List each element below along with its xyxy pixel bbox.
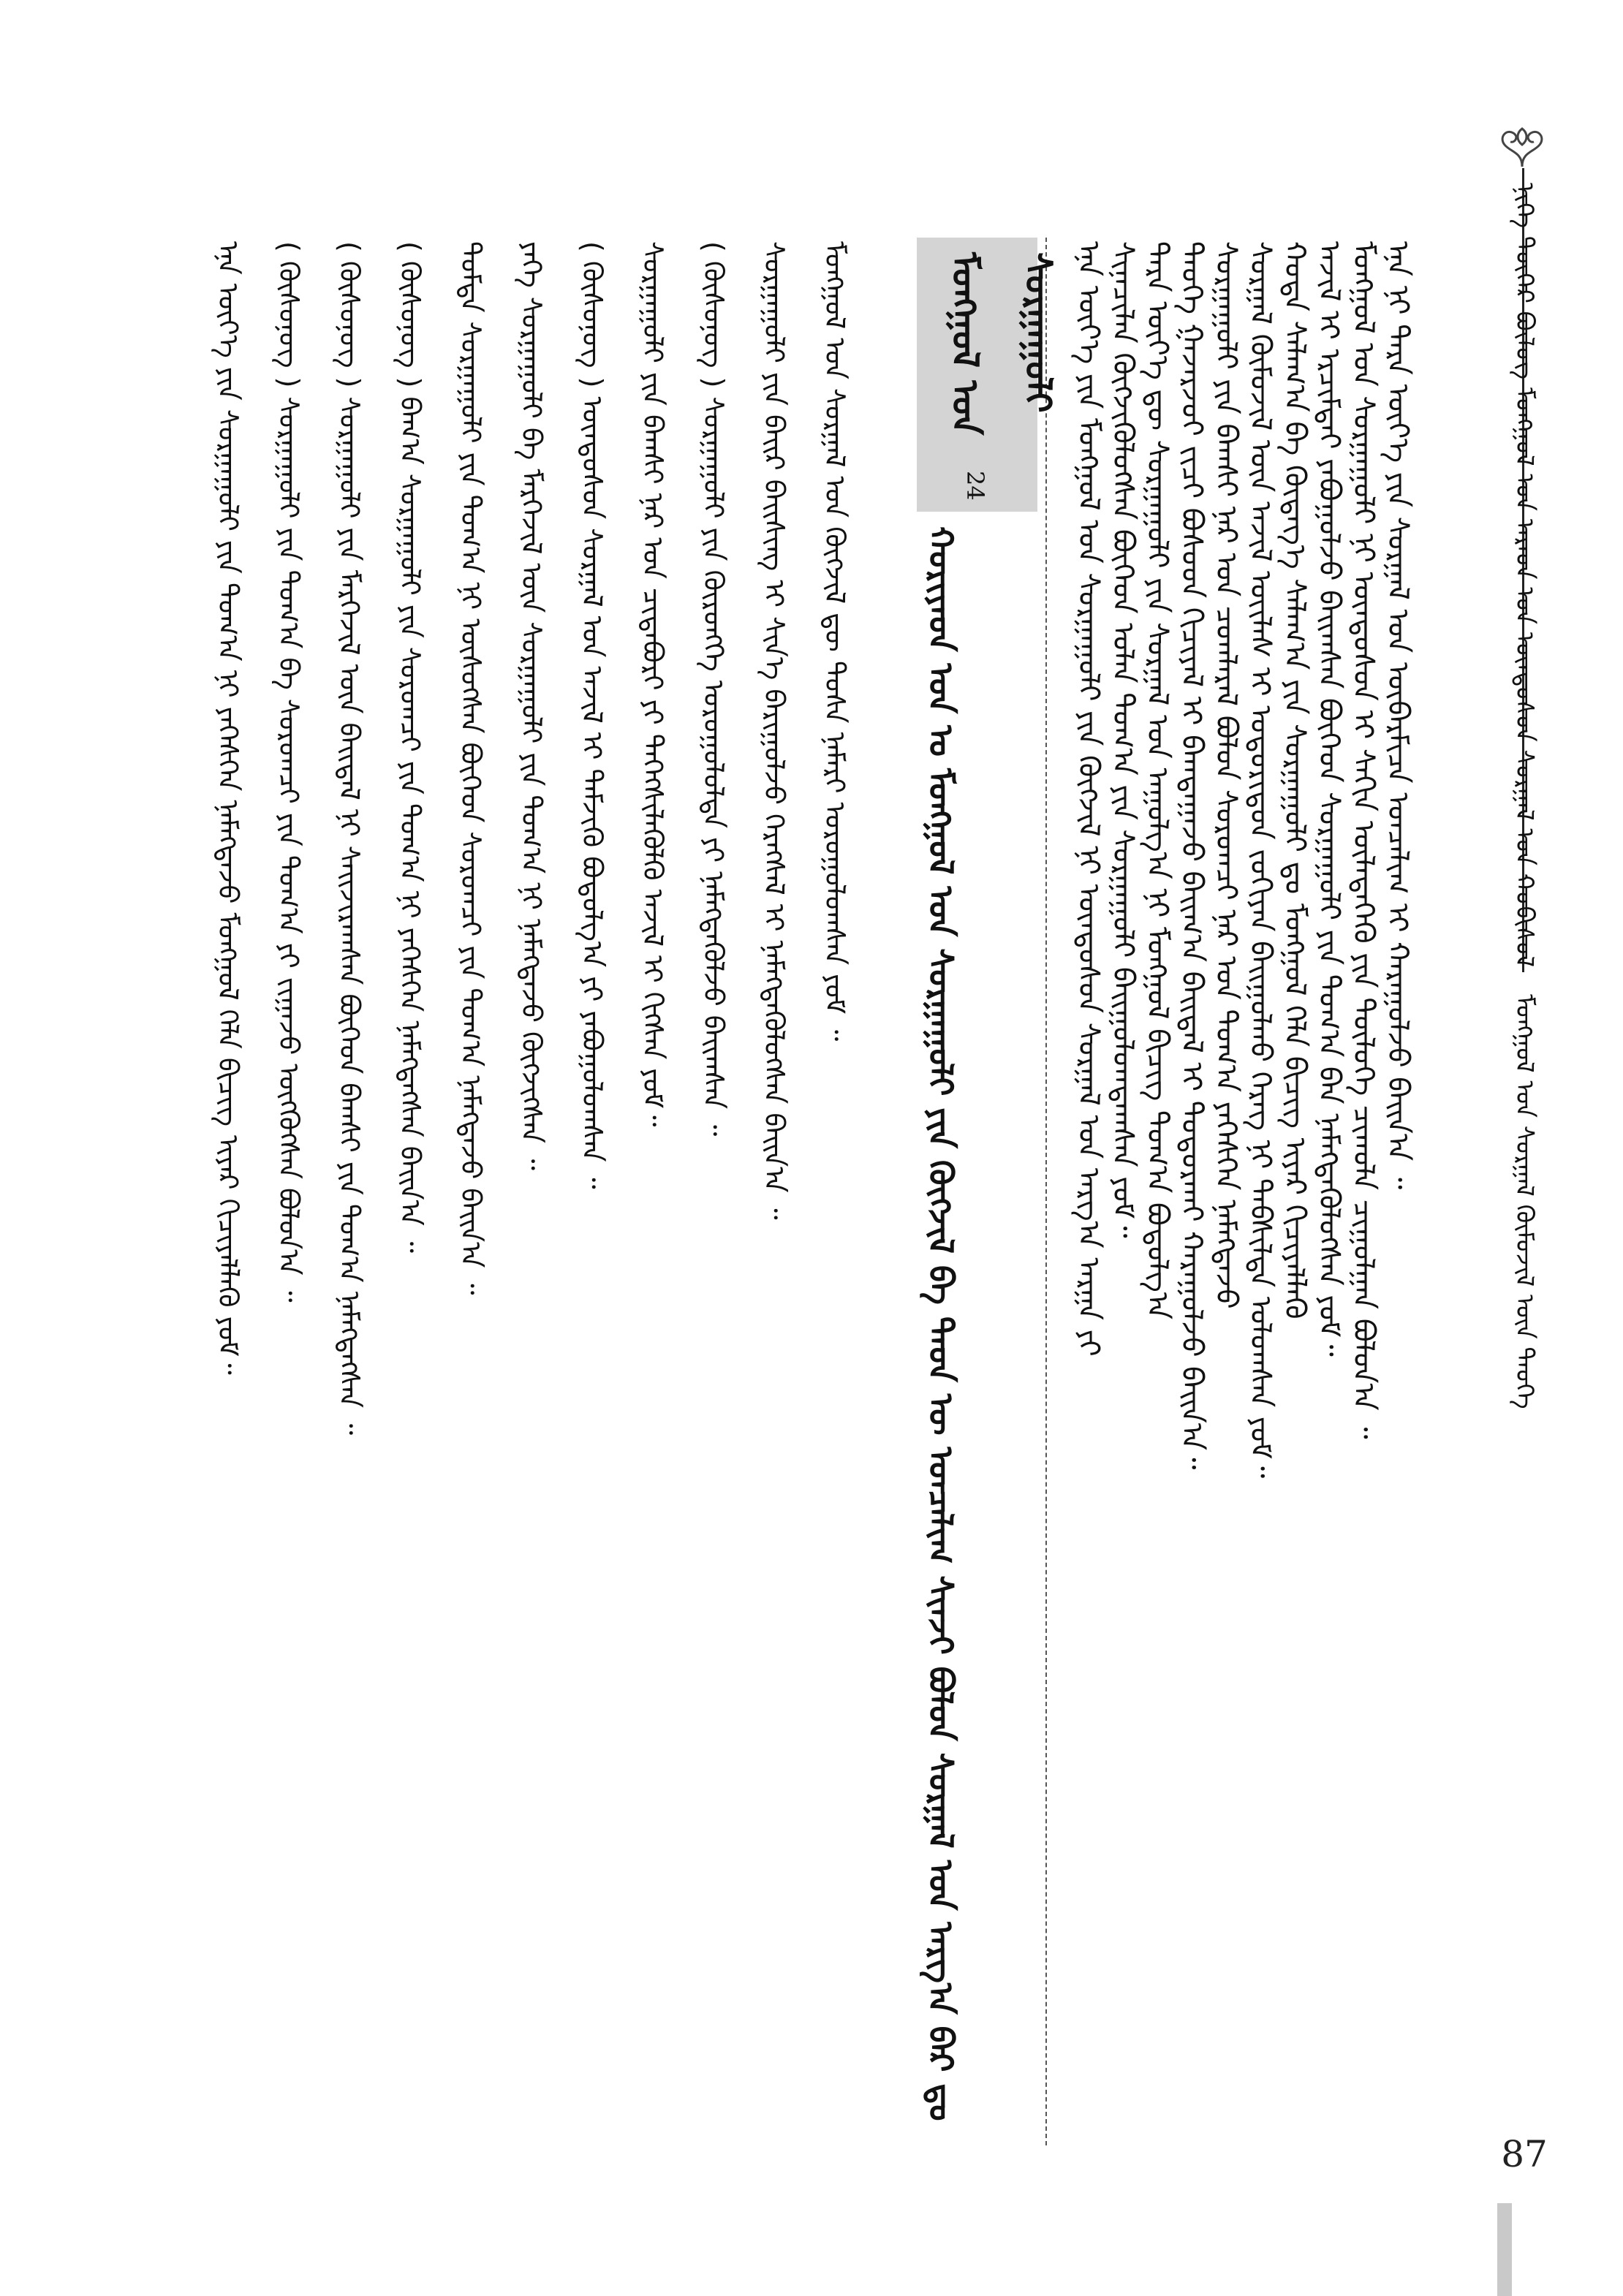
text-line: ( ᠬᠦᠰᠦᠨᠦᠭ ) ᠰᠤᠷᠭᠠᠭᠤᠯᠢ ᠶᠢᠨ ᠲᠣᠭ᠎ᠠ ᠪᠠ ᠰᠤᠷᠤᠭᠴᠢ ᠶᠢᠨ ᠲᠣᠭ᠎ᠠ ᠶᠢ ᠵᠢᠭᠠᠵᠤ ᠥᠭᠭᠦᠭᠰᠡᠨ ᠪᠣᠯᠤᠨ᠎ᠠ ᠃: [273, 241, 305, 1303]
text-line: ᠶᠡᠬᠡ ᠰᠤᠷᠭᠠᠭᠤᠯᠢ ᠪᠠ ᠮᠡᠷᠭᠡᠵᠢᠯ ᠦᠨ ᠰᠤᠷᠭᠠᠭᠤᠯᠢ ᠶᠢᠨ ᠲᠣᠭ᠎ᠠ ᠨᠢ ᠨᠡᠮᠡᠭᠳᠡᠵᠦ ᠬᠥᠭᠵᠢᠭᠰᠡᠨ ᠃: [515, 241, 548, 1171]
text-line: ( ᠬᠦᠰᠦᠨᠦᠭ ) ᠪᠠᠭ᠎ᠠ ᠰᠤᠷᠭᠠᠭᠤᠯᠢ ᠶᠢᠨ ᠰᠤᠷᠤᠭᠴᠢ ᠶᠢᠨ ᠲᠣᠭ᠎ᠠ ᠨᠢ ᠶᠡᠬᠡᠰᠬᠡᠨ ᠨᠡᠮᠡᠭᠳᠡᠭᠰᠡᠨ ᠪᠠᠢᠨ᠎ᠠ ᠃: [394, 241, 426, 1254]
header-book-title: ᠮᠣᠩᠭᠣᠯ ᠤᠨ ᠰᠤᠷᠭᠠᠯ ᠬᠥᠮᠦᠵᠢᠯ ᠦᠨ ᠲᠡᠦᠬᠡ: [1510, 993, 1539, 1409]
text-line: ᠡᠨᠡ ᠨᠢ ᠲᠡᠷᠡ ᠦᠶ᠎ᠡ ᠶᠢᠨ ᠰᠤᠷᠭᠠᠯ ᠤᠨ ᠥᠪᠡᠷᠮᠢᠴᠡ ᠣᠨᠴᠠᠯᠢᠭ ᠢ ᠬᠠᠷᠠᠭᠤᠯᠵᠤ ᠪᠠᠢᠨ᠎ᠠ ᠃: [1381, 241, 1415, 1190]
text-line: ᠲᠡᠦᠬᠡ ᠭᠠᠵᠠᠷᠵᠦᠢ ᠵᠢᠴᠢ ᠪᠤᠰᠤᠳ ᠬᠢᠴᠢᠶᠡᠯ ᠢ ᠪᠠᠭᠲᠠᠭᠠᠵᠤ ᠪᠠᠢᠭ᠎ᠠ ᠪᠠᠢᠳᠠᠯ ᠢ ᠲᠣᠳᠣᠷᠬᠠᠢ ᠬᠠᠷᠠᠭᠤᠯᠵᠤ ᠪᠠᠢᠨ᠎ᠠ᠃: [1175, 241, 1208, 1470]
running-header: [1499, 183, 1550, 1409]
page-edge-bar: [1497, 2203, 1512, 2296]
text-line: ᠡᠨᠡ ᠦᠶ᠎ᠡ ᠶᠢᠨ ᠰᠤᠷᠭᠠᠭᠤᠯᠢ ᠶᠢᠨ ᠲᠣᠭ᠎ᠠ ᠨᠢ ᠶᠡᠬᠡᠰᠬᠡᠨ ᠨᠡᠮᠡᠭᠳᠡᠵᠦ ᠮᠣᠩᠭᠣᠯ ᠬᠡᠯᠡ ᠪᠢᠴᠢᠭ ᠢᠶᠡᠷ ᠬᠢᠴᠢᠶᠡᠯᠯᠡᠬᠦ ᠶᠤᠮ᠃: [212, 241, 244, 1375]
text-line: ᠬᠣᠲᠠ ᠰᠠᠯᠠᠭ᠎ᠠ ᠪᠠ ᠬᠥᠳᠡᠭ᠎ᠡ ᠰᠠᠯᠠᠭ᠎ᠠ ᠶᠢᠨ ᠰᠤᠷᠭᠠᠭᠤᠯᠢ ᠳᠤ ᠮᠣᠩᠭᠣᠯ ᠬᠡᠯᠡ ᠪᠢᠴᠢᠭ ᠢᠶᠡᠷ ᠬᠢᠴᠢᠶᠡᠯᠯᠡᠬᠦ: [1278, 241, 1312, 1319]
text-line: ᠰᠤᠷᠭᠠᠭᠤᠯᠢ ᠶᠢᠨ ᠪᠠᠭᠰᠢ ᠨᠠᠷ ᠤᠨ ᠴᠤᠭᠯᠠᠷᠠᠯ ᠪᠣᠯᠤᠨ ᠰᠤᠷᠤᠭᠴᠢ ᠨᠠᠷ ᠤᠨ ᠲᠣᠭ᠎ᠠ ᠶᠡᠬᠡᠰᠬᠡᠨ ᠨᠡᠮᠡᠭᠳᠡᠵᠦ: [1209, 241, 1243, 1309]
text-line: ᠰᠤᠷᠭᠠᠭᠤᠯᠢ ᠶᠢᠨ ᠪᠠᠭᠰᠢ ᠨᠠᠷ ᠤᠨ ᠴᠢᠳᠠᠪᠤᠷᠢ ᠶᠢ ᠳᠡᠭᠡᠭᠰᠢᠯᠡᠭᠦᠯᠬᠦ ᠠᠵᠢᠯ ᠢ ᠬᠢᠭᠰᠡᠨ ᠶᠤᠮ᠃: [637, 241, 669, 1127]
text-line: ( ᠬᠦᠰᠦᠨᠦᠭ ) ᠦᠨᠳᠦᠰᠦᠨ ᠰᠤᠷᠭᠠᠯ ᠤᠨ ᠠᠵᠢᠯ ᠢ ᠳᠡᠮᠵᠢᠬᠦ ᠪᠣᠳᠤᠯᠭ᠎ᠠ ᠶᠢ ᠶᠠᠪᠤᠭᠤᠯᠤᠭᠰᠠᠨ ᠃: [576, 241, 608, 1189]
section-number: 24: [961, 471, 989, 501]
dashed-divider: [1045, 238, 1047, 2145]
text-line: ᠰᠤᠷᠭᠠᠭᠤᠯᠢ ᠶᠢᠨ ᠪᠠᠢᠷ ᠪᠠᠢᠰᠢᠩ ᠢ ᠰᠢᠨ᠎ᠡ ᠪᠠᠷᠢᠭᠤᠯᠵᠤ ᠬᠡᠷᠡᠭᠰᠡᠯ ᠢ ᠨᠡᠮᠡᠭᠳᠡᠭᠦᠯᠦᠭᠰᠡᠨ ᠪᠠᠢᠨ᠎ᠠ ᠃: [758, 241, 790, 1220]
text-line: ᠮᠣᠩᠭᠣᠯ ᠤᠨ ᠰᠤᠷᠭᠠᠯ ᠤᠨ ᠬᠥᠭᠵᠢᠯ ᠳᠦ ᠲᠤᠰᠠ ᠨᠡᠮᠡᠷᠢ ᠣᠷᠤᠭᠤᠯᠤᠭᠰᠠᠨ ᠶᠤᠮ ᠃: [819, 241, 851, 1042]
text-line: ᠰᠢᠨᠡᠴᠢᠯᠡᠨ ᠬᠥᠭᠵᠢᠭᠦᠯᠦᠭᠰᠡᠨ ᠪᠥᠭᠡᠳ ᠣᠯᠠᠨ ᠲᠣᠭ᠎ᠠ ᠶᠢᠨ ᠰᠤᠷᠭᠠᠭᠤᠯᠢ ᠪᠠᠢᠭᠤᠯᠤᠭᠳᠠᠭᠰᠠᠨ ᠶᠤᠮ᠃: [1106, 241, 1140, 1238]
section-box-title: ᠮᠣᠩᠭᠣᠯ ᠤᠨ ᠰᠤᠷᠭᠠᠭᠤᠯᠢ: [944, 252, 1059, 436]
text-line: ᠮᠣᠩᠭᠣᠯ ᠤᠨ ᠰᠤᠷᠭᠠᠭᠤᠯᠢ ᠨᠢ ᠦᠨᠳᠦᠰᠦᠨ ᠢ ᠰᠠᠬᠢᠨ ᠦᠯᠡᠳᠡᠭᠡᠬᠦ ᠶᠢᠨ ᠲᠥᠯᠦᠭᠡ ᠴᠢᠬᠤᠯᠠ ᠴᠢᠭᠤᠯᠭᠠᠨ ᠪᠣᠯᠤᠨ᠎ᠠ ᠃: [1347, 241, 1380, 1439]
section-heading: ᠬᠣᠷᠢᠶᠠᠳ ᠣᠨ ᠤ ᠮᠣᠩᠭᠣᠯ ᠤᠨ ᠰᠤᠷᠭᠠᠭᠤᠯᠢ ᠶᠢᠨ ᠬᠥᠭᠵᠢᠯ ᠪᠠ ᠲᠡᠦᠨ ᠦ ᠣᠨᠴᠠᠯᠢᠭ ᠱᠢᠨᠵᠢ ᠪᠣᠯᠤᠨ ᠰᠤᠷᠭᠠᠯ ᠤᠨ ᠠᠷᠭ᠎ᠠ ᠪᠠᠷ ᠳᠤ: [921, 526, 961, 2121]
text-line: ᠰᠤᠷᠭᠠᠯ ᠬᠥᠮᠦᠵᠢᠯ ᠦᠨ ᠠᠵᠢᠯ ᠦᠢᠯᠡᠰ ᠢ ᠤᠳᠤᠷᠢᠳᠤᠨ ᠵᠣᠬᠢᠶᠠᠨ ᠪᠠᠢᠭᠤᠯᠬᠤ ᠬᠡᠷᠡᠭ ᠨᠢ ᠳᠡᠪᠰᠢᠯᠲᠡ ᠣᠯᠤᠭᠰᠠᠨ ᠶᠤᠮ᠃: [1244, 241, 1277, 1479]
header-chapter-title: ᠨᠢᠭᠡ ᠳᠦᠭᠡᠷ ᠪᠦᠯᠦᠭ ᠮᠣᠩᠭᠣᠯ ᠤᠨ ᠠᠷᠠᠳ ᠤᠨ ᠦᠨᠳᠦᠰᠦᠨ ᠰᠤᠷᠭᠠᠯ ᠤᠨ ᠬᠤᠪᠢᠰᠤᠯ: [1510, 183, 1539, 967]
lower-paragraph: [197, 241, 885, 2229]
text-line: ( ᠬᠦᠰᠦᠨᠦᠭ ) ᠰᠤᠷᠭᠠᠭᠤᠯᠢ ᠶᠢᠨ ᠬᠥᠷᠥᠩᠭᠡ ᠣᠷᠤᠭᠤᠯᠤᠯᠲᠠ ᠶᠢ ᠨᠡᠮᠡᠭᠳᠡᠭᠦᠯᠵᠦ ᠪᠠᠢᠭᠰᠠᠨ ᠃: [697, 241, 730, 1137]
text-line: ᠲᠡᠷᠡ ᠦᠶ᠎ᠡ ᠳᠦ ᠰᠤᠷᠭᠠᠭᠤᠯᠢ ᠶᠢᠨ ᠰᠤᠷᠭᠠᠯ ᠤᠨ ᠠᠭᠤᠯᠭ᠎ᠠ ᠨᠢ ᠮᠣᠩᠭᠣᠯ ᠪᠢᠴᠢᠭ ᠲᠣᠭ᠎ᠠ ᠪᠣᠳᠣᠯᠭ᠎ᠠ: [1140, 241, 1174, 1320]
text-line: ᠳᠤᠮᠳᠠ ᠰᠤᠷᠭᠠᠭᠤᠯᠢ ᠶᠢᠨ ᠲᠣᠭ᠎ᠠ ᠨᠢ ᠥᠰᠦᠭᠰᠡᠨ ᠪᠥᠭᠡᠳ ᠰᠤᠷᠤᠭᠴᠢ ᠶᠢᠨ ᠲᠣᠭ᠎ᠠ ᠨᠡᠮᠡᠭᠳᠡᠵᠦ ᠪᠠᠢᠨ᠎ᠠ ᠃: [455, 241, 487, 1295]
upper-paragraph: [1071, 241, 1415, 1988]
text-line: ᠠᠵᠢᠯ ᠢ ᠡᠷᠴᠢᠮᠲᠡᠢ ᠶᠠᠪᠤᠭᠤᠯᠵᠤ ᠪᠠᠢᠭᠰᠠᠨ ᠪᠥᠭᠡᠳ ᠰᠤᠷᠭᠠᠭᠤᠯᠢ ᠶᠢᠨ ᠲᠣᠭ᠎ᠠ ᠪᠠᠨ ᠨᠡᠮᠡᠭᠳᠡᠭᠦᠯᠦᠭᠰᠡᠨ ᠶᠤᠮ᠃: [1312, 241, 1346, 1357]
ornament-icon: [1488, 123, 1556, 171]
page-number: 87: [1501, 2133, 1548, 2175]
text-line: ᠡᠨᠡ ᠦᠶ᠎ᠡ ᠶᠢᠨ ᠮᠣᠩᠭᠣᠯ ᠤᠨ ᠰᠤᠷᠭᠠᠭᠤᠯᠢ ᠶᠢᠨ ᠬᠥᠭᠵᠢᠯ ᠨᠢ ᠦᠨᠳᠦᠰᠦᠨ ᠰᠤᠷᠭᠠᠯ ᠤᠨ ᠠᠷᠭ᠎ᠠ ᠠᠷᠭᠠ ᠶᠢ: [1072, 241, 1105, 1357]
text-line: ( ᠬᠦᠰᠦᠨᠦᠭ ) ᠰᠤᠷᠭᠠᠭᠤᠯᠢ ᠶᠢᠨ ᠮᠡᠷᠭᠡᠵᠢᠯ ᠦᠨ ᠪᠠᠢᠳᠠᠯ ᠨᠢ ᠰᠠᠢᠵᠢᠷᠠᠭᠰᠠᠨ ᠪᠥᠭᠡᠳ ᠪᠠᠭᠰᠢ ᠶᠢᠨ ᠲᠣᠭ᠎ᠠ ᠨᠡᠮᠡᠭᠳᠡᠭᠰᠡᠨ ᠃: [333, 241, 366, 1436]
